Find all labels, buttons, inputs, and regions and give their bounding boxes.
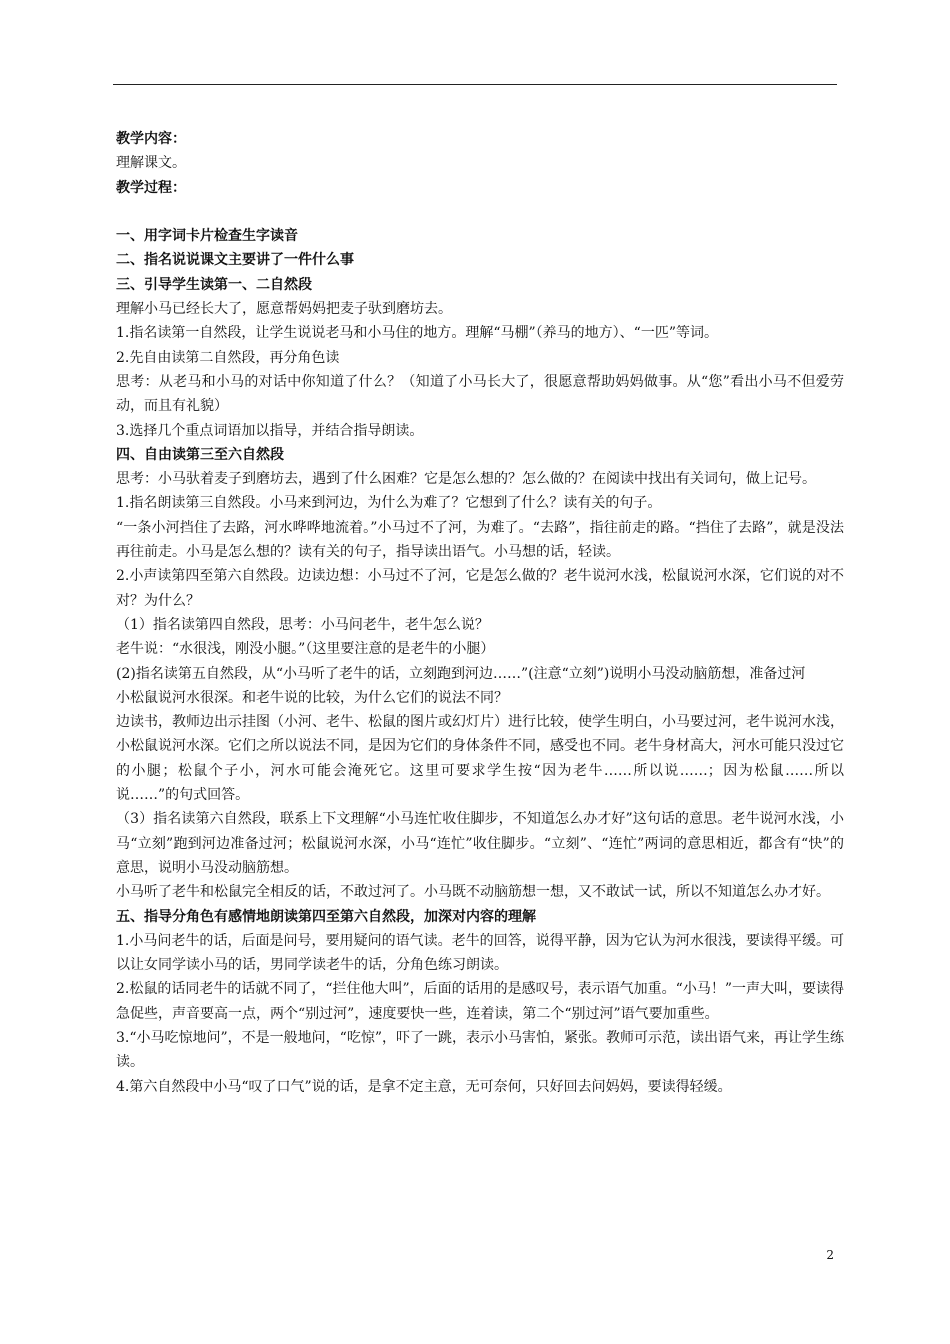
section-heading: 四、自由读第三至六自然段	[116, 446, 284, 463]
paragraph: （1）指名读第四自然段，思考：小马问老牛，老牛怎么说？	[116, 616, 489, 633]
paragraph: 1.指名朗读第三自然段。小马来到河边，为什么为难了？它想到了什么？读有关的句子。	[116, 495, 662, 512]
paragraph: “一条小河挡住了去路，河水哗哗地流着。”小马过不了河，为难了。“去路”，指往前走的路。“挡住了去路”，就是没法再往前走。小马是怎么想的？读有关的句子，指导读出语气。小马想的话，轻读。	[116, 519, 844, 561]
paragraph: （3）指名读第六自然段，联系上下文理解“小马连忙收住脚步，不知道怎么办才好”这句话的意思。老牛说河水浅，小马“立刻”跑到河边准备过河；松鼠说河水深，小马“连忙”收住脚步。“立刻”、“连忙”两词的意思相近，都含有“快”的意思，说明小马没动脑筋想。	[116, 811, 844, 876]
section-heading: 教学内容：	[116, 131, 186, 147]
paragraph: 理解小马已经长大了，愿意帮妈妈把麦子驮到磨坊去。	[116, 301, 452, 318]
paragraph: 小松鼠说河水很深。和老牛说的比较，为什么它们的说法不同？	[116, 689, 508, 706]
paragraph: 3.选择几个重点词语加以指导，并结合指导朗读。	[116, 422, 424, 439]
paragraph: 1.小马问老牛的话，后面是问号，要用疑问的语气读。老牛的回答，说得平静，因为它认为河水很浅，要读得平缓。可以让女同学读小马的话，男同学读老牛的话，分角色练习朗读。	[116, 932, 844, 974]
section-heading: 教学过程：	[116, 179, 186, 196]
paragraph: 小马听了老牛和松鼠完全相反的话，不敢过河了。小马既不动脑筋想一想，又不敢试一试，所以不知道怎么办才好。	[116, 884, 830, 901]
document-body	[116, 127, 844, 1099]
paragraph: 老牛说：“水很浅，刚没小腿。”（这里要注意的是老牛的小腿）	[116, 641, 495, 658]
paragraph: 4.第六自然段中小马“叹了口气”说的话，是拿不定主意，无可奈何，只好回去问妈妈，要读得轻缓。	[116, 1078, 732, 1095]
paragraph: 1.指名读第一自然段，让学生说说老马和小马住的地方。理解“马棚”（养马的地方）、“一匹”等词。	[116, 325, 718, 342]
paragraph: 边读书，教师边出示挂图（小河、老牛、松鼠的图片或幻灯片）进行比较，使学生明白，小马要过河，老牛说河水浅，小松鼠说河水深。它们之所以说法不同，是因为它们的身体条件不同，感受也不同。老牛身材高大，河水可能只没过它的小腿；松鼠个子小，河水可能会淹死它。这里可要求学生按“因为老牛……所以说……；因为松鼠……所以说……”的句式回答。	[116, 714, 844, 804]
paragraph: 理解课文。	[116, 155, 186, 172]
section-heading: 三、引导学生读第一、二自然段	[116, 276, 312, 293]
paragraph: 2.先自由读第二自然段，再分角色读	[116, 349, 340, 366]
paragraph: 3.“小马吃惊地问”，不是一般地问，“吃惊”，吓了一跳，表示小马害怕，紧张。教师可示范，读出语气来，再让学生练读。	[116, 1029, 844, 1071]
blank-line	[116, 200, 844, 224]
paragraph: 思考：从老马和小马的对话中你知道了什么？（知道了小马长大了，很愿意帮助妈妈做事。从“您”看出小马不但爱劳动，而且有礼貌）	[116, 373, 844, 415]
paragraph: 2.小声读第四至第六自然段。边读边想：小马过不了河，它是怎么做的？老牛说河水浅，松鼠说河水深，它们说的对不对？为什么？	[116, 568, 844, 609]
section-heading: 五、指导分角色有感情地朗读第四至第六自然段，加深对内容的理解	[116, 908, 536, 925]
section-heading: 一、用字词卡片检查生字读音	[116, 228, 298, 245]
paragraph: (2)指名读第五自然段，从“小马听了老牛的话，立刻跑到河边……”(注意“立刻”)说明小马没动脑筋想，准备过河	[116, 665, 806, 682]
header-rule	[113, 84, 837, 85]
page-number: 2	[826, 1248, 834, 1262]
paragraph: 2.松鼠的话同老牛的话就不同了，“拦住他大叫”，后面的话用的是感叹号，表示语气加重。“小马！”一声大叫，要读得急促些，声音要高一点，两个“别过河”，速度要快一些，连着读，第二个“别过河”语气要加重些。	[116, 981, 844, 1022]
paragraph: 思考：小马驮着麦子到磨坊去，遇到了什么困难？它是怎么想的？怎么做的？在阅读中找出有关词句，做上记号。	[116, 471, 816, 488]
section-heading: 二、指名说说课文主要讲了一件什么事	[116, 252, 354, 269]
